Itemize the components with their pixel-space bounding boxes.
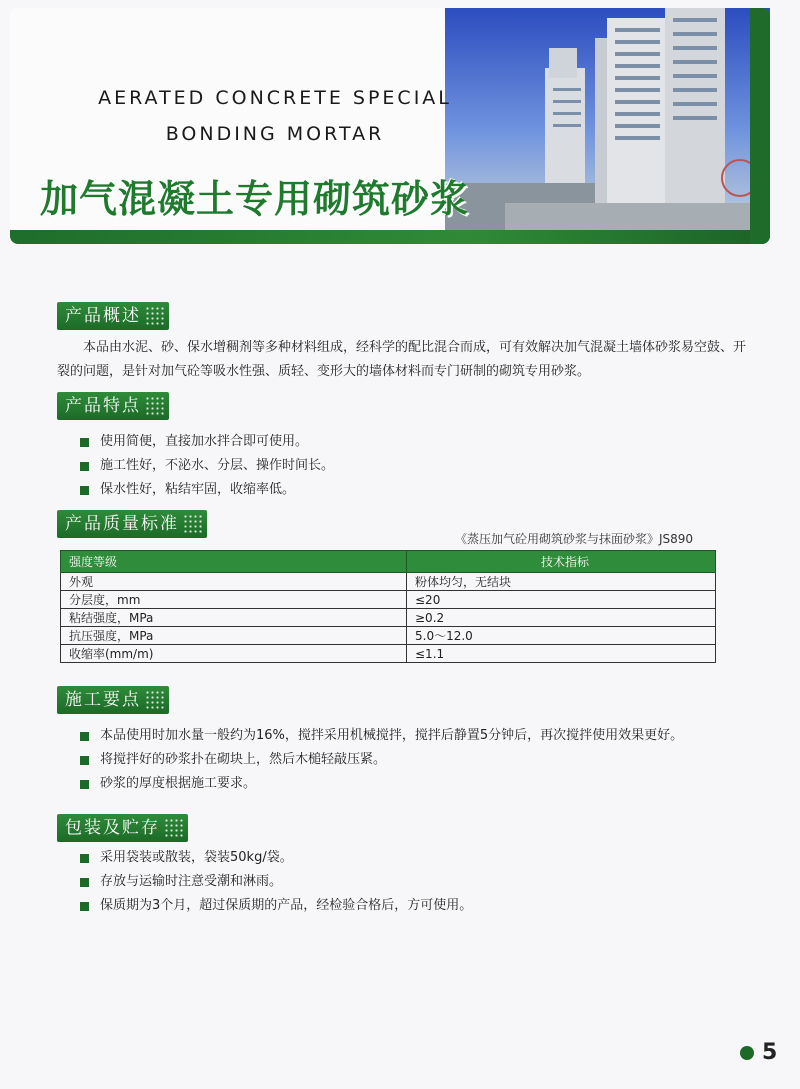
table-row [61,609,716,627]
row-name: 分层度，mm [61,591,407,609]
bullet-square-icon [80,780,89,789]
bullet-square-icon [80,878,89,887]
list-item: 砂浆的厚度根据施工要求。 [80,772,683,796]
page-number: 5 [762,1040,778,1065]
section-heading-label: 产品质量标准 [65,514,179,534]
list-item: 施工性好，不泌水、分层、操作时间长。 [80,454,334,478]
chinese-title: 加气混凝土专用砌筑砂浆 [40,177,470,221]
page-dot-icon [740,1046,754,1060]
section-heading-label: 产品特点 [65,396,141,416]
row-value: ≥0.2 [407,609,716,627]
table-row [61,645,716,663]
bullet-square-icon [80,756,89,765]
banner-green-edge [750,8,770,244]
list-item: 存放与运输时注意受潮和淋雨。 [80,870,472,894]
section-heading-label: 施工要点 [65,690,141,710]
row-value: 粉体均匀，无结块 [407,573,716,591]
section-heading-quality [57,510,207,538]
english-title-line2: BONDING MORTAR [165,123,385,145]
list-item: 使用简便，直接加水拌合即可使用。 [80,430,334,454]
row-name: 外观 [61,573,407,591]
bullet-square-icon [80,732,89,741]
row-name: 抗压强度，MPa [61,627,407,645]
table-row [61,573,716,591]
row-value: ≤20 [407,591,716,609]
list-item: 保质期为3个月，超过保质期的产品，经检验合格后，方可使用。 [80,894,472,918]
bullet-square-icon [80,902,89,911]
section-heading-packaging [57,814,188,842]
row-value: 5.0～12.0 [407,627,716,645]
dots-icon [145,306,165,326]
quality-table [60,550,716,663]
bullet-square-icon [80,462,89,471]
standard-reference: 《蒸压加气砼用砌筑砂浆与抹面砂浆》JS890 [455,532,694,546]
dots-icon [145,396,165,416]
table-row [61,627,716,645]
table-header-row [61,551,716,573]
english-title [50,80,500,152]
dots-icon [183,514,203,534]
list-item: 将搅拌好的砂浆扑在砌块上，然后木槌轻敲压紧。 [80,748,683,772]
list-item: 本品使用时加水量一般约为16%，搅拌采用机械搅拌，搅拌后静置5分钟后，再次搅拌使用效果更好。 [80,724,683,748]
row-name: 收缩率(mm/m) [61,645,407,663]
row-name: 粘结强度，MPa [61,609,407,627]
dots-icon [145,690,165,710]
table-row [61,591,716,609]
bullet-square-icon [80,854,89,863]
english-title-line1: AERATED CONCRETE SPECIAL [98,87,452,109]
column-header-spec: 技术指标 [407,551,716,573]
section-heading-label: 包装及贮存 [65,818,160,838]
section-heading-label: 产品概述 [65,306,141,326]
list-item: 保水性好，粘结牢固，收缩率低。 [80,478,334,502]
dots-icon [164,818,184,838]
section-heading-construction [57,686,169,714]
list-item: 采用袋装或散装，袋装50kg/袋。 [80,846,472,870]
header-banner [10,8,770,244]
section-heading-overview [57,302,169,330]
bullet-square-icon [80,438,89,447]
section-heading-features [57,392,169,420]
bullet-square-icon [80,486,89,495]
banner-green-bar [10,230,770,244]
features-list [80,430,334,502]
column-header-grade: 强度等级 [61,551,407,573]
packaging-list [80,846,472,918]
row-value: ≤1.1 [407,645,716,663]
construction-list [80,724,683,796]
overview-text: 本品由水泥、砂、保水增稠剂等多种材料组成，经科学的配比混合而成，可有效解决加气混凝土墙体砂浆易空鼓、开裂的问题，是针对加气砼等吸水性强、质轻、变形大的墙体材料而专门研制的砌筑专用砂浆。 [57,340,747,379]
